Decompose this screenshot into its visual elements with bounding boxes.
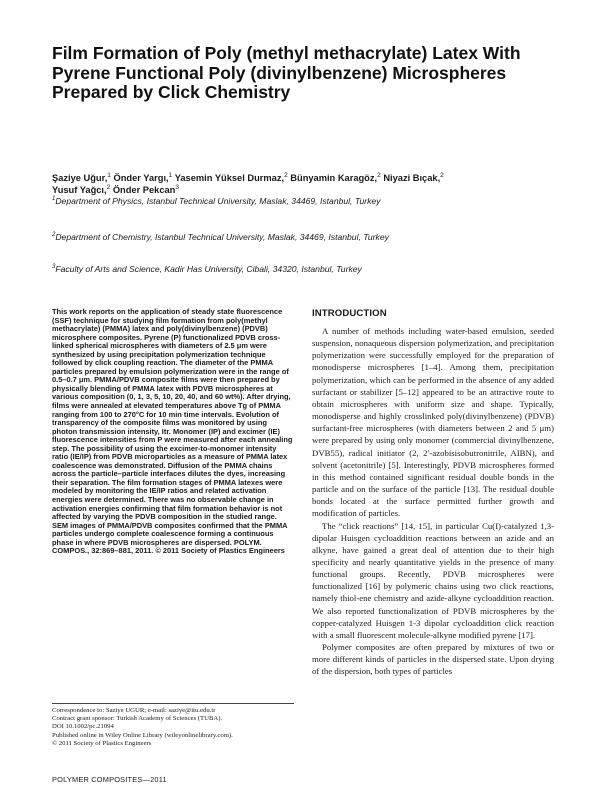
introduction-heading: INTRODUCTION <box>312 308 387 319</box>
introduction-paragraph: Polymer composites are often prepared by mixtures of two or more different kinds of particles in the dispersed state. Upon drying of the dispersion, both types of particles <box>312 642 554 677</box>
affiliation-1 <box>52 196 552 207</box>
affiliation-number: 1 <box>52 196 56 203</box>
author-name: Yasemin Yüksel Durmaz, <box>174 173 285 183</box>
author-affiliation-mark: 1 <box>168 171 173 179</box>
affiliation-number: 3 <box>52 264 56 271</box>
author-affiliation-mark: 2 <box>377 171 381 179</box>
affiliation-text: Department of Physics, Istanbul Technical University, Maslak, 34469, Istanbul, Turkey <box>55 196 381 206</box>
author-affiliation-mark: 2 <box>284 171 288 179</box>
author-affiliation-mark: 3 <box>175 183 179 191</box>
author-name: Niyazi Bıçak, <box>383 173 441 183</box>
affiliation-text: Faculty of Arts and Science, Kadir Has University, Cibali, 34320, Istanbul, Turkey <box>55 264 362 274</box>
affiliation-2 <box>52 232 552 243</box>
author-name: Yusuf Yağcı, <box>52 184 107 195</box>
author-name: Şaziye Uğur, <box>52 173 108 183</box>
author-affiliation-mark: 2 <box>440 171 444 179</box>
author-affiliation-mark: 2 <box>106 183 111 191</box>
author-affiliation-mark: 1 <box>107 171 111 179</box>
grant-note: Contract grant sponsor: Turkish Academy of Sciences (TUBA). <box>52 715 223 723</box>
author-name: Bünyamin Karagöz, <box>290 173 378 183</box>
correspondence-note: Correspondence to: Saziye UGUR; e-mail: saziye@itu.edu.tr <box>52 707 216 714</box>
author-name: Önder Yargı, <box>113 173 169 183</box>
introduction-body <box>312 325 554 678</box>
introduction-paragraph: A number of methods including water-based emulsion, seeded suspension, nonaqueous dispersion polymerization, and precipitation polymerization were successfully employed for the preparation of monodisperse microspheres [1–4]. Among them, precipitation polymerization, which can be performed in the absence of any added surfactant or stabilizer [5–12] appeared to be an attractive route to obtain microspheres with uniform size and shape. Typically, monodisperse and highly crosslinked poly(divinylbenzene) (PDVB) surfactant-free microspheres (with diameters between 2 and 5 μm) were prepared by using only monomer (commercial divinylbenzene, DVB55), radical initiator (2, 2′-azobisisobutronitrile, AIBN), and solvent (acetonitrile) [5]. Interestingly, PDVB microspheres formed in this method contained significant residual double bonds in the particle and on the surface of the particle [13]. The residual double bonds located at the surface permitted further growth and modification of particles. <box>312 326 554 519</box>
introduction-paragraph: The “click reactions” [14, 15], in particular Cu(I)-catalyzed 1,3-dipolar Huisgen cycloaddition reactions between an azide and an alkyne, have gained a great deal of attention due to their high specificity and nearly quantitative yields in the presence of many functional groups. Recently, PDVB microspheres were functionalized [16] by polymeric chains using two click reactions, namely thiol-ene chemistry and azide-alkyne cycloaddition reaction. We also reported functionalization of PDVB microspheres by the copper-catalyzed Huisgen 1-3 dipolar cycloaddition click reaction with a small fluorescent molecule-alkyne modified pyrene [17]. <box>312 520 554 640</box>
affiliation-text: Department of Chemistry, Istanbul Technical University, Maslak, 34469, Istanbul, Turkey <box>55 232 389 242</box>
publication-note: Published online in Wiley Online Library (wileyonlinelibrary.com). <box>52 731 233 739</box>
affiliation-number: 2 <box>52 232 56 239</box>
article-title: Film Formation of Poly (methyl methacrylate) Latex With Pyrene Functional Poly (divinylbenzene) Microspheres Prepared by Click Chemistry <box>52 43 521 102</box>
author-list <box>52 173 552 196</box>
journal-footer: POLYMER COMPOSITES—2011 <box>52 775 167 784</box>
copyright-note: © 2011 Society of Plastics Engineers <box>52 739 152 747</box>
abstract: This work reports on the application of steady state fluorescence (SSF) technique for studying film formation from poly(methyl methacrylate) (PMMA) latex and poly(divinylbenzene) (PDVB) microsphere composites. Pyrene (P) functionalized PDVB cross-linked spherical microspheres with diameters of 2.5 μm were synthesized by using precipitation polymerization technique followed by click coupling reaction. The diameter of the PMMA particles prepared by emulsion polymerization were in the range of 0.5–0.7 μm. PMMA/PDVB composite films were then prepared by physically blending of PMMA latex with PDVB microspheres at various composition (0, 1, 3, 5, 10, 20, 40, and 60 wt%). After drying, films were annealed at elevated temperatures above Tg of PMMA ranging from 100 to 270°C for 10 min time intervals. Evolution of transparency of the composite films was monitored by using photon transmission intensity, Itr. Monomer (IP) and excimer (IE) fluorescence intensities from P were measured after each annealing step. The possibility of using the excimer-to-monomer intensity ratio (IE/IP) from PDVB microparticles as a measure of PMMA latex coalescence was demonstrated. Diffusion of the PMMA chains across the particle–particle interfaces dilutes the dyes, increasing their separation. The film formation stages of PMMA latexes were modeled by monitoring the IE/IP ratios and related activation energies were determined. There was no observable change in activation energies confirming that film formation behavior is not affected by varying the PDVB composition in the studied range. SEM images of PMMA/PDVB composites confirmed that the PMMA particles undergo complete coalescence forming a continuous phase in where PDVB microspheres are dispersed. POLYM. COMPOS., 32:869–881, 2011. © 2011 Society of Plastics Engineers <box>52 307 293 556</box>
affiliation-3 <box>52 264 552 275</box>
article-notes <box>52 703 294 748</box>
doi-note: DOI 10.1002/pc.21094 <box>52 723 114 731</box>
author-name: Önder Pekcan <box>112 184 176 195</box>
